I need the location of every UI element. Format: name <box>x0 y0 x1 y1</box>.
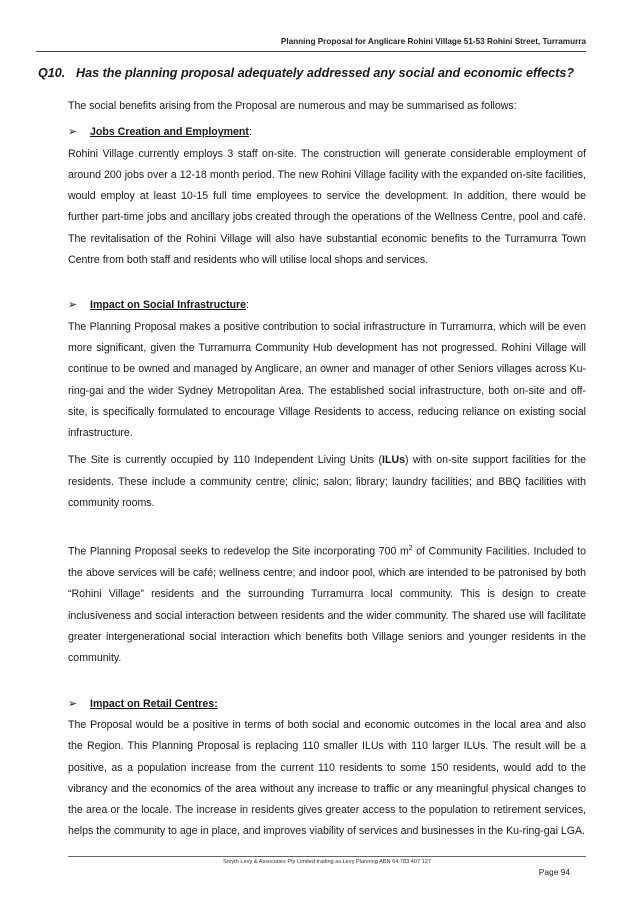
intro-paragraph: The social benefits arising from the Proposal are numerous and may be summarised as follows: <box>68 100 517 112</box>
social-paragraph-2 <box>68 450 586 514</box>
question-text: Has the planning proposal adequately addressed any social and economic effects? <box>76 66 575 80</box>
question-heading <box>38 66 574 80</box>
social-p3-text-a: The Planning Proposal seeks to redevelop the Site incorporating 700 m <box>68 545 409 558</box>
social-p3-text-b: of Community Facilities. Included to the above services will be café; wellness centre; and indoor pool, which are intended to be patronised by both “Rohini Village” residents and the surrounding Turramurra local community. This is design to create inclusiveness and social interaction between residents and the wider community. The shared use will facilitate greater intergenerational social interaction which benefits both Village seniors and younger residents in the community. <box>68 545 586 665</box>
social-heading-colon: : <box>246 299 249 312</box>
social-paragraph-3 <box>68 538 586 669</box>
jobs-heading-text: Jobs Creation and Employment <box>90 126 249 139</box>
retail-heading-text: Impact on Retail Centres: <box>90 697 218 710</box>
section-heading-social <box>68 295 586 316</box>
jobs-paragraph: Rohini Village currently employs 3 staff on-site. The construction will generate considerable employment of around 200 jobs over a 12-18 month period. The new Rohini Village facility with the expanded on-site facilities, would employ at least 10-15 full time employees to service the development. In addition, there would be further part-time jobs and ancillary jobs created through the operations of the Wellness Centre, pool and café. The revitalisation of the Rohini Village will also have substantial economic benefits to the Turramurra Town Centre from both staff and residents who will utilise local shops and services. <box>68 147 586 267</box>
social-heading-text: Impact on Social Infrastructure <box>90 299 246 312</box>
retail-paragraph: The Proposal would be a positive in terms of both social and economic outcomes in the local area and also the Region. This Planning Proposal is replacing 110 smaller ILUs with 110 larger ILUs. The result will be a positive, as a population increase from the current 110 residents to some 150 residents, would add to the vibrancy and the economics of the area without any increase to traffic or any meaningful physical changes to the area or the locale. The increase in residents gives greater access to the population to retirement services, helps the community to age in place, and improves viability of services and businesses in the Ku-ring-gai LGA. <box>68 718 586 838</box>
header-divider <box>36 51 586 52</box>
footer-company: Smyth Levy & Associates Pty Limited trading as Levy Planning ABN 64 783 407 127 <box>222 859 432 865</box>
question-number: Q10. <box>38 66 66 80</box>
arrow-bullet-icon: ➢ <box>68 697 78 710</box>
social-p2-text-a: The Site is currently occupied by 110 Independent Living Units ( <box>68 454 383 467</box>
footer-divider <box>68 856 586 857</box>
social-paragraph-1: The Planning Proposal makes a positive contribution to social infrastructure in Turramurra, which will be even more significant, given the Turramurra Community Hub development has not progressed. Rohini Village will continue to be owned and managed by Anglicare, an owner and manager of other Seniors villages across Ku-ring-gai and the wider Sydney Metropolitan Area. The established social infrastructure, both on-site and off-site, is specifically formulated to encourage Village Residents to access, reducing reliance on existing social infrastructure. <box>68 320 586 440</box>
document-header: Planning Proposal for Anglicare Rohini Village 51-53 Rohini Street, Turramurra <box>280 37 586 46</box>
section-heading-retail <box>68 694 586 715</box>
arrow-bullet-icon: ➢ <box>68 126 78 139</box>
ilus-abbreviation: ILUs <box>382 454 406 467</box>
social-p2-text-b: ) with on-site support facilities for the residents. These include a community centre; clinic; salon; library; laundry facilities; and BBQ facilities with community rooms. <box>68 454 586 510</box>
jobs-heading-colon: : <box>248 126 252 139</box>
arrow-bullet-icon: ➢ <box>68 299 78 312</box>
superscript-2: 2 <box>408 545 413 553</box>
document-body <box>68 96 586 843</box>
section-heading-jobs <box>68 122 586 143</box>
page-number: Page 94 <box>538 867 570 877</box>
